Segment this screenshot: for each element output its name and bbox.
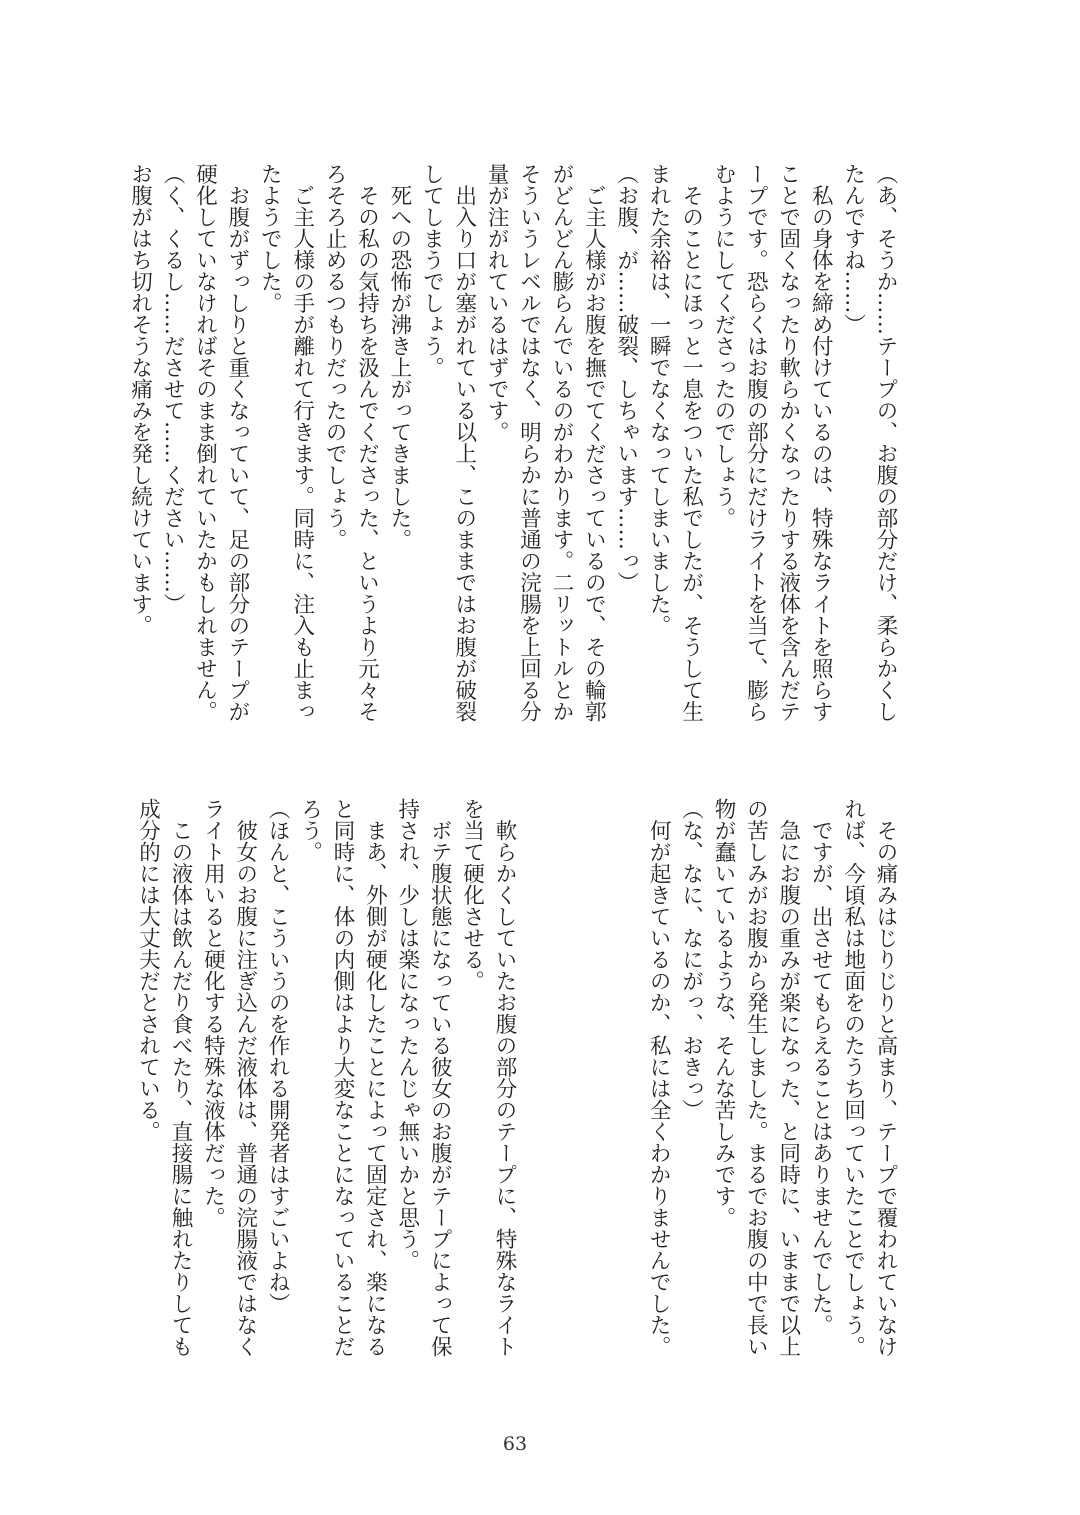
text-line: 彼女のお腹に注ぎ込んだ液体は、普通の浣腸液ではなく bbox=[232, 798, 258, 1357]
text-line: たようでした。 bbox=[257, 163, 283, 314]
text-line: （あ、そうか……テープの、お腹の部分だけ、柔らかくし bbox=[873, 163, 898, 722]
text-line: 死への恐怖が沸き上がってきました。 bbox=[386, 163, 412, 550]
text-line: （お腹、が……破裂、しちゃいます……っ） bbox=[613, 163, 639, 593]
text-line: してしまうでしょう。 bbox=[419, 163, 445, 378]
text-line: れば、今頃私は地面をのたうち回っていたことでしょう。 bbox=[840, 798, 866, 1357]
text-block-top bbox=[123, 163, 901, 743]
text-line: その私の気持ちを汲んでくださった、というより元々そ bbox=[354, 163, 380, 722]
text-line: むようにしてくださったのでしょう。 bbox=[710, 163, 736, 529]
text-line: ープです。恐らくはお腹の部分にだけライトを当て、膨ら bbox=[743, 163, 769, 722]
text-line: その痛みはじりじりと高まり、テープで覆われていなけ bbox=[873, 798, 898, 1357]
text-line: 何が起きているのか、私には全くわかりませんでした。 bbox=[646, 798, 672, 1357]
text-line: ライト用いると硬化する特殊な液体だった。 bbox=[200, 798, 226, 1228]
text-line: たんですね……） bbox=[840, 163, 866, 335]
text-line: お腹がずっしりと重くなっていて、足の部分のテープが bbox=[224, 163, 250, 722]
text-line: と同時に、体の内側はより大変なことになっていることだ bbox=[329, 798, 355, 1357]
text-line: がどんどん膨らんでいるのがわかります。二リットルとか bbox=[548, 163, 574, 722]
text-line: 出入り口が塞がれている以上、このままではお腹が破裂 bbox=[451, 163, 477, 722]
text-line: ろう。 bbox=[297, 798, 323, 863]
text-line: 持され、少しは楽になったんじゃ無いかと思う。 bbox=[394, 798, 420, 1271]
text-line: ろそろ止めるつもりだったのでしょう。 bbox=[322, 163, 348, 550]
text-line: 量が注がれているはずです。 bbox=[484, 163, 510, 443]
text-line: 軟らかくしていたお腹の部分のテープに、特殊なライト bbox=[492, 798, 517, 1357]
text-line: ボテ腹状態になっている彼女のお腹がテープによって保 bbox=[427, 798, 453, 1357]
text-line: 成分的には大丈夫だとされている。 bbox=[135, 798, 161, 1142]
page-number: 63 bbox=[502, 1433, 528, 1455]
text-line: （ほんと、こういうのを作れる開発者はすごいよね） bbox=[265, 798, 291, 1314]
text-line: （く、くるし……ださせて……ください……） bbox=[160, 163, 186, 615]
text-block-bottom-left bbox=[131, 798, 520, 1398]
text-line: この液体は飲んだり食べたり、直接腸に触れたりしても bbox=[167, 798, 193, 1357]
text-line: まあ、外側が硬化したことによって固定され、楽になる bbox=[362, 798, 388, 1357]
text-line: ご主人様の手が離れて行きます。同時に、注入も止まっ bbox=[289, 163, 315, 722]
text-line: を当て硬化させる。 bbox=[459, 798, 485, 992]
text-line: お腹がはち切れそうな痛みを発し続けています。 bbox=[127, 163, 153, 636]
text-line: 私の身体を締め付けているのは、特殊なライトを照らす bbox=[808, 163, 834, 722]
text-line: ことで固くなったり軟らかくなったりする液体を含んだテ bbox=[775, 163, 801, 722]
text-line: ですが、出させてもらえることはありませんでした。 bbox=[808, 798, 834, 1336]
text-line: 急にお腹の重みが楽になった、と同時に、いままで以上 bbox=[775, 798, 801, 1357]
text-line: 物が蠢いているような、そんな苦しみです。 bbox=[710, 798, 736, 1228]
text-line: まれた余裕は、一瞬でなくなってしまいました。 bbox=[646, 163, 672, 636]
text-line: の苦しみがお腹から発生しました。まるでお腹の中で長い bbox=[743, 798, 769, 1357]
text-line: （な、なに、なにがっ、おきっ） bbox=[678, 798, 704, 1121]
text-line: そのことにほっと一息をついた私でしたが、そうして生 bbox=[678, 163, 704, 722]
text-line: 硬化していなければそのまま倒れていたかもしれません。 bbox=[192, 163, 218, 722]
text-line: ご主人様がお腹を撫でてくださっているので、その輪郭 bbox=[581, 163, 607, 722]
text-block-bottom-right bbox=[642, 798, 901, 1398]
text-line: そういうレベルではなく、明らかに普通の浣腸を上回る分 bbox=[516, 163, 542, 722]
